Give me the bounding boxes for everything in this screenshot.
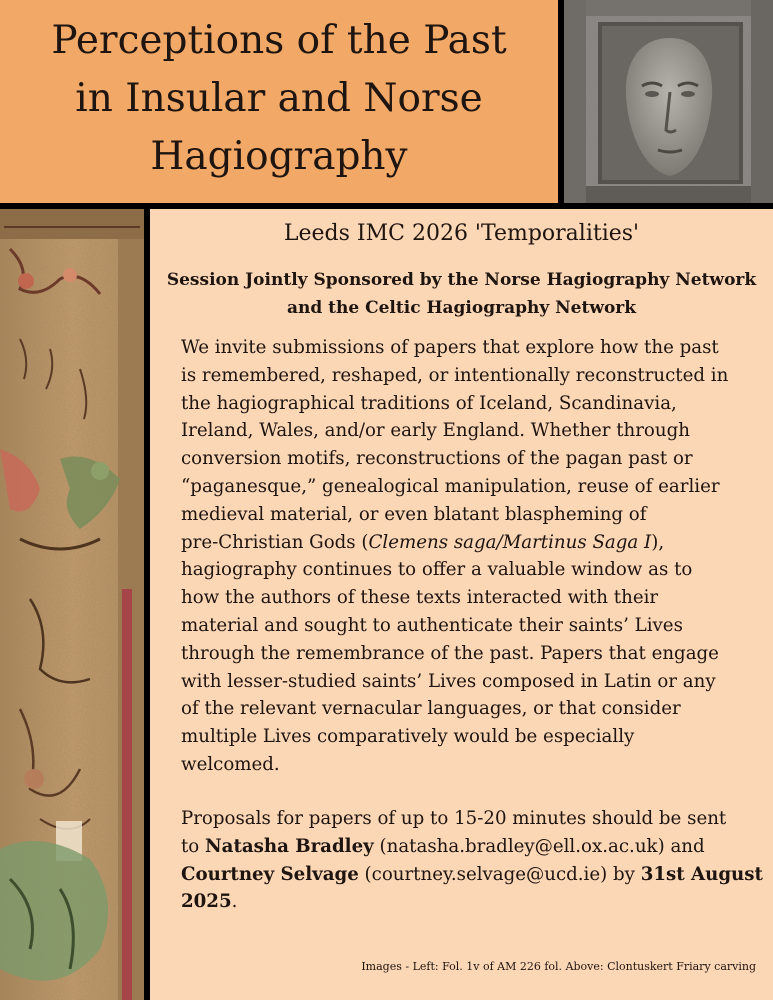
body-line: how the authors of these texts interacted with their bbox=[181, 587, 659, 609]
body-line: medieval material, or even blatant blaspheming of bbox=[181, 503, 647, 525]
deadline-part-1: 31st August bbox=[640, 863, 763, 885]
contact-email-2[interactable]: (courtney.selvage@ucd.ie) by bbox=[358, 863, 641, 885]
body-line: conversion motifs, reconstructions of the pagan past or bbox=[181, 448, 693, 470]
body-line: hagiography continues to offer a valuable window as to bbox=[181, 559, 693, 581]
proposal-line bbox=[181, 861, 763, 889]
body-line: We invite submissions of papers that explore how the past bbox=[181, 337, 719, 358]
saga-title: Clemens saga/Martinus Saga I bbox=[368, 531, 652, 553]
stone-carving-image bbox=[564, 0, 773, 203]
proposal-text bbox=[181, 805, 763, 916]
session-line-2: and the Celtic Hagiography Network bbox=[286, 298, 637, 318]
stone-face-icon bbox=[564, 0, 773, 203]
body-line: of the relevant vernacular languages, or that consider bbox=[181, 698, 681, 720]
body-text: pre-Christian Gods ( bbox=[181, 531, 369, 553]
proposal-end: . bbox=[231, 891, 238, 913]
call-for-papers-text bbox=[181, 334, 756, 779]
body-line: material and sought to authenticate their saints’ Lives bbox=[181, 614, 683, 636]
title-line-3: Hagiography bbox=[150, 133, 408, 179]
body-line: the hagiographical traditions of Iceland, Scandinavia, bbox=[181, 392, 677, 414]
body-line: welcomed. bbox=[181, 753, 280, 775]
title-line-2: in Insular and Norse bbox=[75, 75, 483, 121]
proposal-line bbox=[181, 833, 756, 861]
proposal-line bbox=[181, 888, 756, 916]
session-line-1: Session Jointly Sponsored by the Norse Hagiography Network bbox=[166, 270, 757, 290]
content-panel bbox=[150, 209, 773, 1000]
contact-name-2: Courtney Selvage bbox=[181, 863, 359, 885]
body-line: Ireland, Wales, and/or early England. Whether through bbox=[181, 420, 690, 442]
body-line: with lesser-studied saints’ Lives composed in Latin or any bbox=[181, 670, 716, 692]
body-line: “paganesque,” genealogical manipulation, reuse of earlier bbox=[181, 475, 720, 497]
contact-email-1[interactable]: (natasha.bradley@ell.ox.ac.uk) and bbox=[373, 835, 705, 857]
proposal-line: Proposals for papers of up to 15-20 minutes should be sent bbox=[181, 808, 727, 829]
manuscript-image bbox=[0, 209, 144, 1000]
contact-name-1: Natasha Bradley bbox=[205, 835, 374, 857]
body-text: ), bbox=[651, 531, 665, 553]
body-line bbox=[181, 529, 756, 557]
page-title bbox=[51, 12, 506, 192]
manuscript-illumination-icon bbox=[0, 209, 144, 1000]
title-panel bbox=[0, 0, 558, 203]
title-line-1: Perceptions of the Past bbox=[51, 17, 507, 63]
proposal-text-fragment: to bbox=[181, 835, 206, 857]
session-sponsor bbox=[150, 266, 773, 322]
body-line: is remembered, reshaped, or intentionally reconstructed in bbox=[181, 364, 729, 386]
body-line: through the remembrance of the past. Papers that engage bbox=[181, 642, 719, 664]
conference-title: Leeds IMC 2026 'Temporalities' bbox=[283, 221, 640, 246]
body-line: multiple Lives comparatively would be especially bbox=[181, 726, 635, 748]
deadline-part-2: 2025 bbox=[181, 891, 232, 913]
image-credits: Images - Left: Fol. 1v of AM 226 fol. Above: Clontuskert Friary carving bbox=[361, 960, 756, 973]
